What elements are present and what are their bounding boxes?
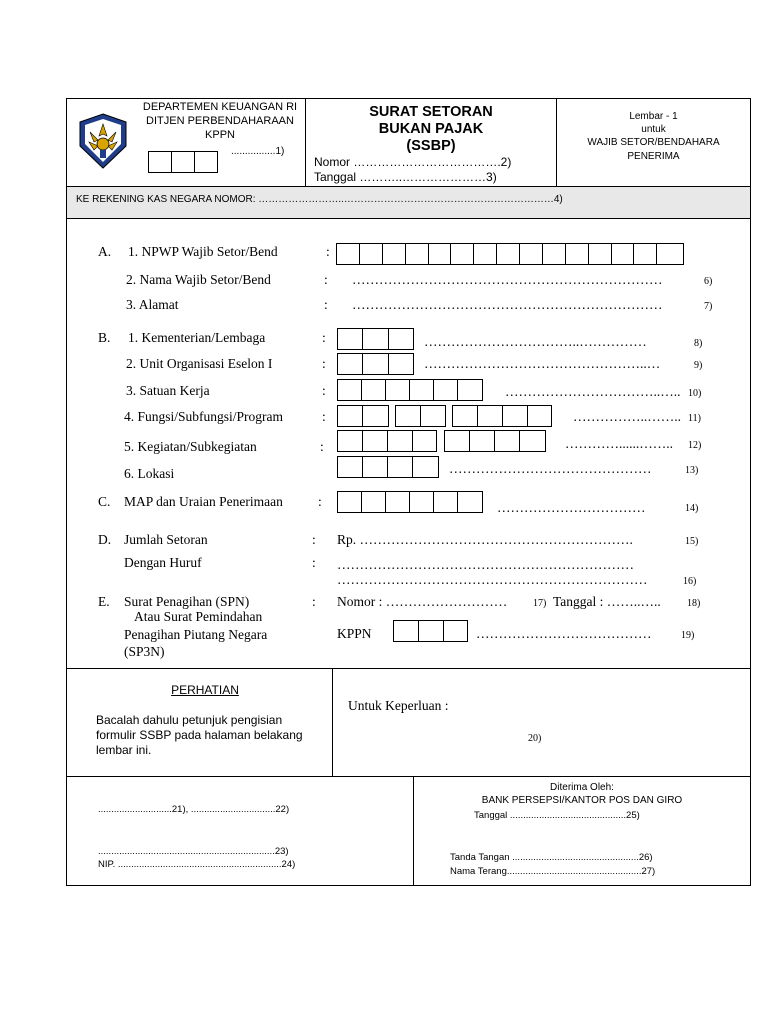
fungsi-label: 4. Fungsi/Subfungsi/Program (124, 409, 284, 424)
perhatian-text-3: lembar ini. (96, 743, 152, 757)
map-ref: 14) (685, 503, 699, 514)
nama-ref: 6) (704, 276, 713, 287)
kegiatan-label: 5. Kegiatan/Subkegiatan (124, 439, 257, 454)
lokasi-boxes[interactable] (337, 456, 439, 478)
map-colon: : (318, 494, 322, 509)
tanggal-field[interactable]: Tanggal ………..…………………3) (314, 170, 497, 184)
npwp-colon: : (326, 244, 330, 259)
huruf-input-1[interactable]: ………………………………………………………… (337, 557, 634, 572)
footer-nip[interactable]: NIP. ..............................................................24) (98, 859, 296, 870)
nomor-field[interactable]: Nomor ……………………………….2) (314, 155, 512, 169)
spn-label-3: Penagihan Piutang Negara (124, 627, 268, 642)
kppn-code-boxes[interactable] (148, 151, 218, 173)
footer-line-23[interactable]: ...................................................................23) (98, 846, 289, 857)
unit-input[interactable]: …………………………………………..… (424, 356, 661, 371)
frame-right (750, 98, 751, 886)
perhatian-title: PERHATIAN (171, 683, 239, 697)
map-boxes[interactable] (337, 491, 483, 513)
fungsi-boxes-2[interactable] (395, 405, 446, 427)
section-b-letter: B. (98, 330, 111, 345)
kegiatan-boxes-2[interactable] (444, 430, 546, 452)
spn-label-2: Atau Surat Pemindahan (134, 609, 263, 624)
spn-label-1: Surat Penagihan (SPN) (124, 594, 250, 609)
diterima-label: Diterima Oleh: (550, 782, 614, 793)
kementerian-label: 1. Kementerian/Lembaga (128, 330, 266, 345)
alamat-input[interactable]: …………………………………………………………… (352, 297, 663, 312)
satuan-ref: 10) (688, 388, 702, 399)
fungsi-colon: : (322, 409, 326, 424)
kegiatan-colon: : (320, 439, 324, 454)
satuan-label: 3. Satuan Kerja (126, 383, 210, 398)
dept-name-1: DEPARTEMEN KEUANGAN RI (142, 101, 298, 113)
footer-ttd[interactable]: Tanda Tangan ................................................26) (450, 852, 653, 863)
spn-tanggal-input[interactable]: Tanggal : ……..….. (553, 594, 661, 609)
spn-label-4: (SP3N) (124, 644, 165, 659)
kementerian-boxes[interactable] (337, 328, 414, 350)
fungsi-ref: 11) (688, 413, 701, 424)
nama-colon: : (324, 272, 328, 287)
keperluan-label: Untuk Keperluan : (348, 698, 449, 713)
map-label: MAP dan Uraian Penerimaan (124, 494, 283, 509)
frame-bottom (66, 885, 751, 886)
alamat-colon: : (324, 297, 328, 312)
map-input[interactable]: …………………………… (497, 500, 646, 515)
jumlah-ref: 15) (685, 536, 699, 547)
kegiatan-input[interactable]: …………......…….. (565, 436, 673, 451)
jumlah-input[interactable]: Rp. ……………………………………………………. (337, 532, 633, 547)
alamat-ref: 7) (704, 301, 713, 312)
lokasi-input[interactable]: ……………………………………… (449, 461, 652, 476)
kementerian-input[interactable]: ……………………………..…………… (424, 334, 647, 349)
spn-colon: : (312, 594, 316, 609)
kppn-input[interactable]: ………………………………… (476, 626, 652, 641)
alamat-label: 3. Alamat (126, 297, 179, 312)
frame-top (66, 98, 751, 99)
form-title-1: SURAT SETORAN (369, 104, 493, 120)
kppn-label: KPPN (337, 626, 372, 641)
section-c-letter: C. (98, 494, 111, 509)
keperluan-ref: 20) (528, 733, 542, 744)
npwp-label: 1. NPWP Wajib Setor/Bend (128, 244, 278, 259)
huruf-label: Dengan Huruf (124, 555, 202, 570)
kementerian-ref: 8) (694, 338, 703, 349)
satuan-boxes[interactable] (337, 379, 483, 401)
kegiatan-ref: 12) (688, 440, 702, 451)
form-title-3: (SSBP) (406, 138, 456, 154)
unit-boxes[interactable] (337, 353, 414, 375)
huruf-ref: 16) (683, 576, 697, 587)
wajib-label-2: PENERIMA (627, 151, 680, 162)
satuan-input[interactable]: ……………………………..….. (505, 384, 681, 399)
wajib-label-1: WAJIB SETOR/BENDAHARA (587, 137, 720, 148)
unit-ref: 9) (694, 360, 703, 371)
untuk-label: untuk (641, 124, 666, 135)
fungsi-input[interactable]: ……………..…….. (573, 409, 681, 424)
kementerian-colon: : (322, 330, 326, 345)
section-e-letter: E. (98, 594, 110, 609)
section-d-letter: D. (98, 532, 112, 547)
nama-input[interactable]: …………………………………………………………… (352, 272, 663, 287)
footer-tanggal[interactable]: Tanggal ............................................25) (474, 810, 640, 821)
spn-nomor-ref: 17) (533, 598, 547, 609)
perhatian-divider (332, 668, 333, 776)
kegiatan-boxes-1[interactable] (337, 430, 437, 452)
fungsi-boxes-3[interactable] (452, 405, 552, 427)
jumlah-colon: : (312, 532, 316, 547)
form-title-2: BUKAN PAJAK (378, 121, 484, 137)
perhatian-text-2: formulir SSBP pada halaman belakang (96, 728, 303, 742)
fungsi-boxes-1[interactable] (337, 405, 389, 427)
section-a-letter: A. (98, 244, 112, 259)
kppn-ref: ................1) (231, 146, 285, 157)
dept-name-3: KPPN (205, 129, 235, 141)
lokasi-ref: 13) (685, 465, 699, 476)
satuan-colon: : (322, 383, 326, 398)
perhatian-top-rule (66, 668, 751, 669)
spn-nomor-input[interactable]: Nomor : ……………………… (337, 594, 508, 609)
huruf-input-2[interactable]: …………………………………………………………… (337, 572, 648, 587)
kppn-boxes[interactable] (393, 620, 468, 642)
unit-colon: : (322, 356, 326, 371)
rekening-field[interactable]: KE REKENING KAS NEGARA NOMOR: ……………………..………………………………………………………4) (76, 194, 563, 205)
huruf-colon: : (312, 555, 316, 570)
footer-nama[interactable]: Nama Terang...................................................27) (450, 866, 656, 877)
unit-label: 2. Unit Organisasi Eselon I (126, 356, 273, 371)
nama-label: 2. Nama Wajib Setor/Bend (126, 272, 271, 287)
kppn-ref-19: 19) (681, 630, 695, 641)
dept-name-2: DITJEN PERBENDAHARAAN (146, 115, 294, 127)
footer-line-21-22[interactable]: ............................21), ................................22) (98, 804, 290, 815)
kemenkeu-logo (76, 112, 130, 170)
lembar-label: Lembar - 1 (629, 111, 678, 122)
spn-tanggal-ref: 18) (687, 598, 701, 609)
perhatian-text-1: Bacalah dahulu petunjuk pengisian (96, 713, 283, 727)
jumlah-label: Jumlah Setoran (124, 532, 208, 547)
footer-top-rule (66, 776, 751, 777)
npwp-boxes[interactable] (336, 243, 684, 265)
lokasi-label: 6. Lokasi (124, 466, 175, 481)
bank-label: BANK PERSEPSI/KANTOR POS DAN GIRO (481, 795, 683, 806)
